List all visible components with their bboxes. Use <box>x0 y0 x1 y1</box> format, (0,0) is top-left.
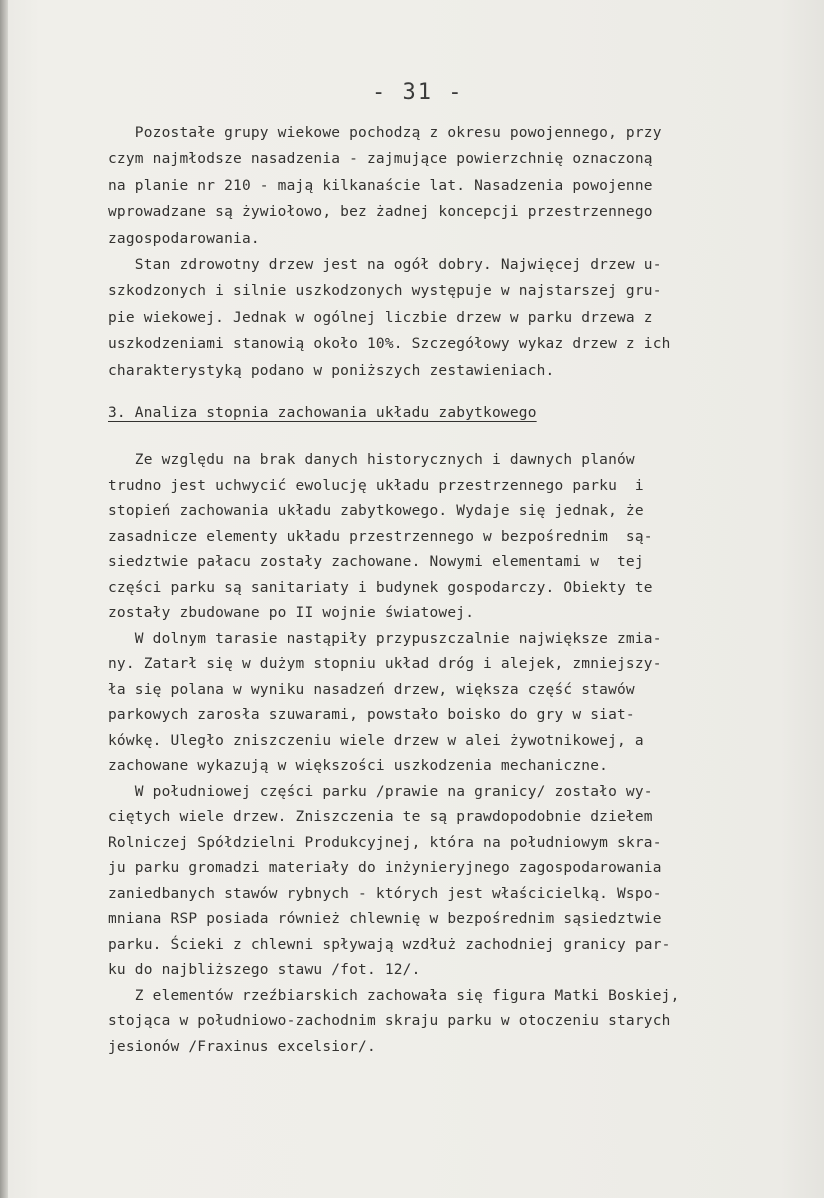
paragraph <box>108 448 778 627</box>
scan-edge-shadow <box>0 0 8 1198</box>
section-body <box>108 448 778 1060</box>
text-line: zostały zbudowane po II wojnie światowej. <box>108 605 475 622</box>
paragraph <box>108 780 778 984</box>
text-line: ciętych wiele drzew. Zniszczenia te są prawdopodobnie dziełem <box>108 809 653 826</box>
paragraph <box>108 120 778 252</box>
text-line: na planie nr 210 - mają kilkanaście lat. Nasadzenia powojenne <box>108 177 653 194</box>
text-line: parku. Ścieki z chlewni spływają wzdłuż zachodniej granicy par- <box>108 936 671 953</box>
text-line: W dolnym tarasie nastąpiły przypuszczalnie największe zmia- <box>108 630 662 647</box>
text-line: ła się polana w wyniku nasadzeń drzew, większa część stawów <box>108 681 635 698</box>
text-line: zachowane wykazują w większości uszkodzenia mechaniczne. <box>108 758 609 775</box>
text-line: pie wiekowej. Jednak w ogólnej liczbie drzew w parku drzewa z <box>108 309 653 326</box>
paragraph <box>108 252 778 384</box>
section-heading-text: 3. Analiza stopnia zachowania układu zabytkowego <box>108 404 537 421</box>
text-line: Pozostałe grupy wiekowe pochodzą z okresu powojennego, przy <box>108 125 662 141</box>
text-line: zagospodarowania. <box>108 230 260 247</box>
page-number: - 31 - <box>372 80 464 105</box>
text-line: trudno jest uchwycić ewolucję układu przestrzennego parku i <box>108 477 644 494</box>
text-line: zasadnicze elementy układu przestrzennego w bezpośrednim są- <box>108 528 653 545</box>
text-line: siedztwie pałacu zostały zachowane. Nowymi elementami w tej <box>108 554 644 571</box>
text-line: Rolniczej Spółdzielni Produkcyjnej, która na południowym skra- <box>108 834 662 851</box>
text-line: parkowych zarosła szuwarami, powstało boisko do gry w siat- <box>108 707 635 724</box>
text-line: kówkę. Uległo zniszczeniu wiele drzew w alei żywotnikowej, a <box>108 732 644 749</box>
text-line: mniana RSP posiada również chlewnię w bezpośrednim sąsiedztwie <box>108 911 662 928</box>
text-line: jesionów /Fraxinus excelsior/. <box>108 1038 376 1055</box>
text-line: Z elementów rzeźbiarskich zachowała się figura Matki Boskiej, <box>108 987 680 1004</box>
paragraph <box>108 627 778 780</box>
text-line: charakterystyką podano w poniższych zestawieniach. <box>108 362 555 379</box>
text-line: ju parku gromadzi materiały do inżynieryjnego zagospodarowania <box>108 860 662 877</box>
text-line: zaniedbanych stawów rybnych - których jest właścicielką. Wspo- <box>108 885 662 902</box>
section-heading <box>108 400 778 426</box>
paragraph <box>108 984 778 1061</box>
text-line: stopień zachowania układu zabytkowego. Wydaje się jednak, że <box>108 503 644 520</box>
text-line: Stan zdrowotny drzew jest na ogół dobry. Najwięcej drzew u- <box>108 256 662 273</box>
text-line: wprowadzane są żywiołowo, bez żadnej koncepcji przestrzennego <box>108 204 653 221</box>
text-line: ku do najbliższego stawu /fot. 12/. <box>108 962 421 979</box>
text-line: uszkodzeniami stanowią około 10%. Szczegółowy wykaz drzew z ich <box>108 336 671 353</box>
text-line: W południowej części parku /prawie na granicy/ zostało wy- <box>108 783 653 800</box>
text-line: ny. Zatarł się w dużym stopniu układ dróg i alejek, zmniejszy- <box>108 656 662 673</box>
document-body <box>108 120 778 1060</box>
text-line: części parku są sanitariaty i budynek gospodarczy. Obiekty te <box>108 579 653 596</box>
text-line: Ze względu na brak danych historycznych i dawnych planów <box>108 452 635 469</box>
text-line: stojąca w południowo-zachodnim skraju parku w otoczeniu starych <box>108 1013 671 1030</box>
text-line: szkodzonych i silnie uszkodzonych występuje w najstarszej gru- <box>108 283 662 300</box>
text-line: czym najmłodsze nasadzenia - zajmujące powierzchnię oznaczoną <box>108 151 653 168</box>
